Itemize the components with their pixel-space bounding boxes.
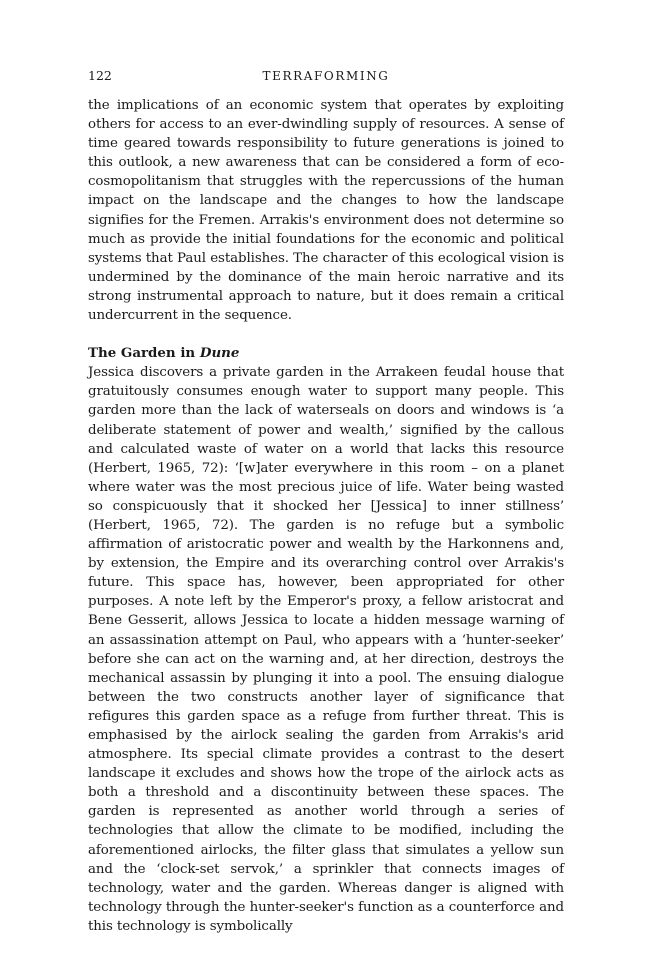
page-number: 122: [88, 68, 112, 83]
body-paragraph: Jessica discovers a private garden in the Arrakeen feudal house that gratuitously consumes enough water to support many people. This garden more than the lack of waterseals on doors and windows is ‘a deliberate statement of power and wealth,’ signified by the callous and calculated waste of water on a world that lacks this resource (Herbert, 1965, 72): ‘[w]ater everywhere in this room – on a planet where water was the most precious juice of life. Water being wasted so conspicuously that it shocked her [Jessica] to inner stillness’ (Herbert, 1965, 72). The garden is no refuge but a symbolic affirmation of aristocratic power and wealth by the Harkonnens and, by extension, the Empire and its overarching control over Arrakis's future. This space has, however, been appropriated for other purposes. A note left by the Emperor's proxy, a fellow aristocrat and Bene Gesserit, allows Jessica to locate a hidden message warning of an assassination attempt on Paul, who appears with a ‘hunter-seeker’ before she can act on the warning and, at her direction, destroys the mechanical assassin by plunging it into a pool. The ensuing dialogue between the two constructs another layer of significance that refigures this garden space as a refuge from further threat. This is emphasised by the airlock sealing the garden from Arrakis's arid atmosphere. Its special climate provides a contrast to the desert landscape it excludes and shows how the trope of the airlock acts as both a threshold and a discontinuity between these spaces. The garden is represented as another world through a series of technologies that allow the climate to be modified, including the aforementioned airlocks, the filter glass that simulates a yellow sun and the ‘clock-set servok,’ a sprinkler that connects images of technology, water and the garden. Whereas danger is aligned with technology through the hunter-seeker's function as a counterforce and this technology is symbolically: [88, 365, 564, 934]
section-heading-title: Dune: [199, 345, 240, 362]
book-page: [88, 66, 564, 936]
running-title: TERRAFORMING: [262, 69, 390, 83]
section-heading-prefix: The Garden in: [88, 345, 200, 362]
running-head: [88, 66, 564, 86]
section-heading: [88, 344, 564, 363]
body-paragraph: the implications of an economic system that operates by exploiting others for access to an ever-dwindling supply of resources. A sense of time geared towards responsibility to future generations is joined to this outlook, a new awareness that can be considered a form of eco-cosmopolitanism that struggles with the repercussions of the human impact on the landscape and the changes to how the landscape signifies for the Fremen. Arrakis's environment does not determine so much as provide the initial foundations for the economic and political systems that Paul establishes. The character of this ecological vision is undermined by the dominance of the main heroic narrative and its strong instrumental approach to nature, but it does remain a critical undercurrent in the sequence.: [88, 98, 564, 324]
